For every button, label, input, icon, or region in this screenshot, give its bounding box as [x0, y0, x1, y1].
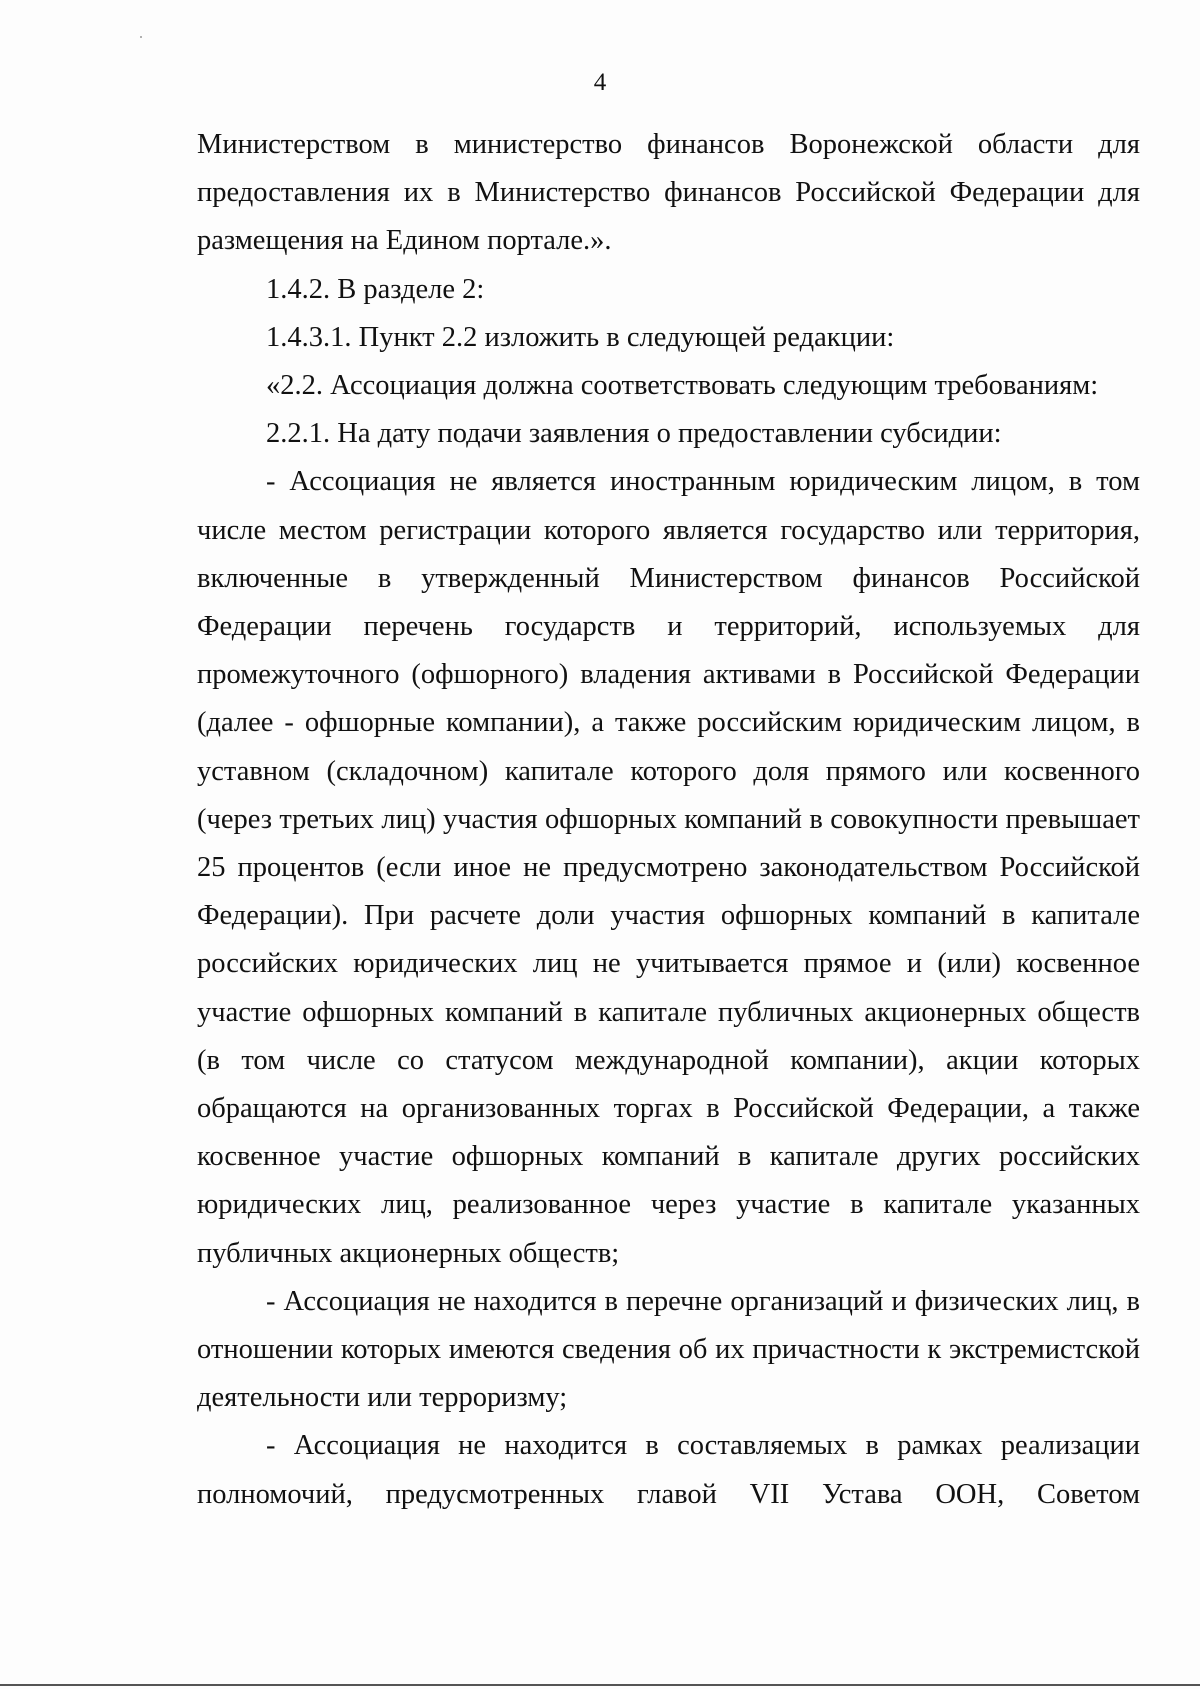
paragraph-un-lists: - Ассоциация не находится в составляемых в рамках реализации полномочий, предусмотренных главой VII Устава ООН, Советом — [197, 1430, 1140, 1510]
paragraph-item-2-2-heading: 1.4.3.1. Пункт 2.2 изложить в следующей редакции: — [266, 321, 895, 353]
paragraph-section-2: 1.4.2. В разделе 2: — [266, 273, 485, 305]
paragraph-extremism: - Ассоциация не находится в перечне организаций и физических лиц, в отношении которых имеются сведения об их причастности к экстремистской деятельности или терроризму; — [197, 1285, 1140, 1414]
scan-artifact — [140, 36, 142, 38]
bottom-scan-edge — [0, 1684, 1200, 1686]
document-body — [197, 121, 1140, 1519]
paragraph-offshore: - Ассоциация не является иностранным юридическим лицом, в том числе местом регистрации которого является государство или территория, включенные в утвержденный Министерством финансов Российской Федерации перечень государств и территорий, используемых для промежуточного (офшорного) владения активами в Российской Федерации (далее - офшорные компании), а также российским юридическим лицом, в уставном (складочном) капитале которого доля прямого или косвенного (через третьих лиц) участия офшорных компаний в совокупности превышает 25 процентов (если иное не предусмотрено законодательством Российской Федерации). При расчете доли участия офшорных компаний в капитале российских юридических лиц не учитывается прямое и (или) косвенное участие офшорных компаний в капитале публичных акционерных обществ (в том числе со статусом международной компании), акции которых обращаются на организованных торгах в Российской Федерации, а также косвенное участие офшорных компаний в капитале других российских юридических лиц, реализованное через участие в капитале указанных публичных акционерных обществ; — [197, 466, 1140, 1269]
paragraph-requirements: «2.2. Ассоциация должна соответствовать следующим требованиям: — [266, 370, 1099, 402]
paragraph-2-2-1: 2.2.1. На дату подачи заявления о предоставлении субсидии: — [266, 418, 1002, 450]
paragraph-continuation: Министерством в министерство финансов Воронежской области для предоставления их в Министерство финансов Российской Федерации для размещения на Едином портале.». — [197, 129, 1140, 257]
page-number: 4 — [593, 69, 607, 96]
